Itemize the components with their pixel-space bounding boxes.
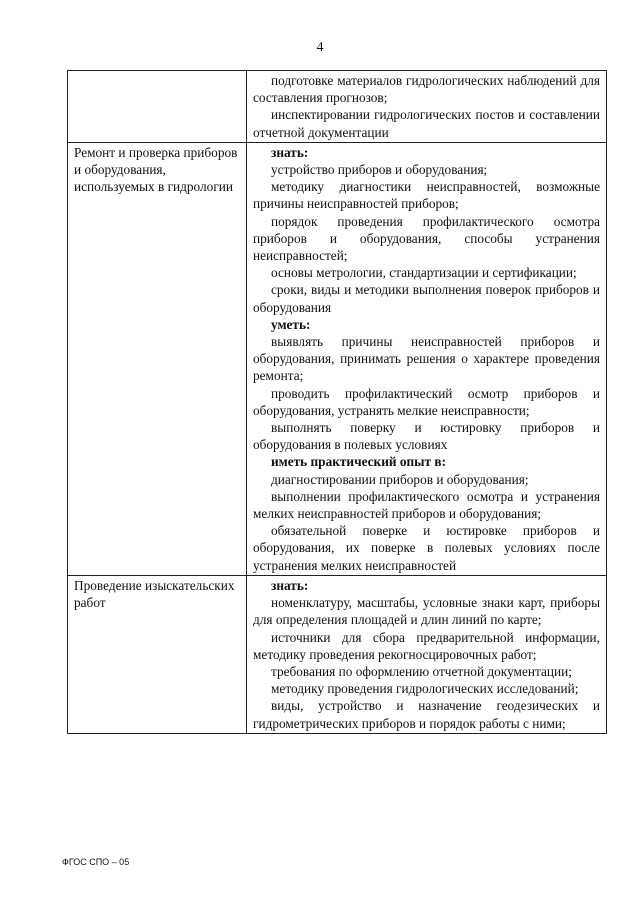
requirement-item: порядок проведения профилактического осмотра приборов и оборудования, способы устранения неисправностей; <box>253 213 600 264</box>
requirement-heading: знать: <box>271 144 309 160</box>
requirement-item: устройство приборов и оборудования; <box>271 162 488 178</box>
requirements-cell <box>247 575 607 733</box>
requirement-item: сроки, виды и методики выполнения поверок приборов и оборудования <box>253 282 600 315</box>
table-row <box>68 575 607 733</box>
requirement-item: основы метрологии, стандартизации и сертификации; <box>271 265 577 281</box>
section-cell <box>68 142 247 575</box>
page-number: 4 <box>316 40 324 55</box>
requirement-item: проводить профилактический осмотр приборов и оборудования, устранять мелкие неисправности; <box>253 385 600 418</box>
requirement-item: диагностировании приборов и оборудования; <box>271 471 529 487</box>
footer-code: ФГОС СПО – 05 <box>62 857 130 867</box>
requirements-cell <box>247 142 607 575</box>
requirement-item: выполнять поверку и юстировку приборов и оборудования в полевых условиях <box>253 420 600 453</box>
requirement-item: источники для сбора предварительной информации, методику проведения рекогносцировочных работ; <box>253 629 600 662</box>
requirement-item: выполнении профилактического осмотра и устранения мелких неисправностей приборов и оборудования; <box>253 488 600 522</box>
requirement-item: виды, устройство и назначение геодезических и гидрометрических приборов и порядок работы с ними; <box>253 698 600 731</box>
requirement-item: требования по оформлению отчетной документации; <box>271 663 572 679</box>
requirement-item: номенклатуру, масштабы, условные знаки карт, приборы для определения площадей и длин линий по карте; <box>253 595 600 628</box>
requirement-item: выявлять причины неисправностей приборов и оборудования, принимать решения о характере проведения ремонта; <box>253 334 600 384</box>
requirement-heading: иметь практический опыт в: <box>271 454 446 470</box>
requirement-item: методику диагностики неисправностей, возможные причины неисправностей приборов; <box>253 179 600 212</box>
table-row <box>68 142 607 575</box>
requirement-heading: уметь: <box>271 316 311 332</box>
section-title: Проведение изыскательских работ <box>74 577 235 611</box>
requirements-cell <box>247 71 607 143</box>
section-cell <box>68 71 247 143</box>
requirement-item: подготовке материалов гидрологических наблюдений для составления прогнозов; <box>253 73 600 106</box>
competency-table <box>67 70 607 734</box>
requirement-item: обязательной поверке и юстировке приборов и оборудования, их поверке в полевых условиях после устранения мелких неисправностей <box>253 523 600 573</box>
requirement-heading: знать: <box>271 577 309 593</box>
section-title: Ремонт и проверка приборов и оборудования, используемых в гидрологии <box>74 144 238 195</box>
requirement-item: методику проведения гидрологических исследований; <box>271 681 579 697</box>
requirement-item: инспектировании гидрологических постов и составлении отчетной документации <box>253 107 600 140</box>
section-cell <box>68 575 247 733</box>
table-row <box>68 71 607 143</box>
